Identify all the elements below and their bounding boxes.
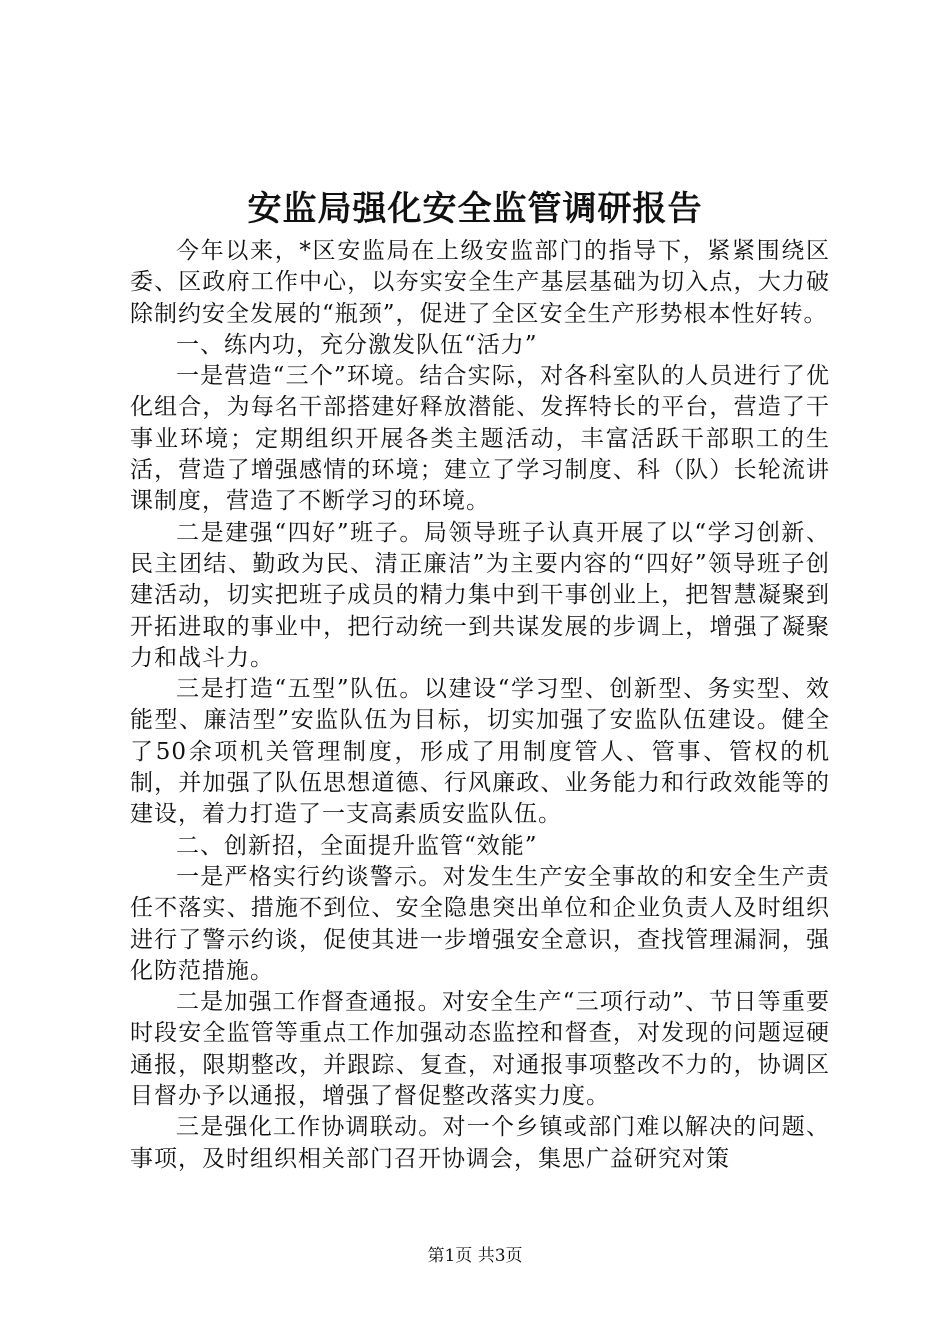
document-body: [130, 236, 830, 1175]
section-heading-2: 二、创新招，全面提升监管“效能”: [176, 832, 538, 859]
section-heading-1: 一、练内功，充分激发队伍“活力”: [176, 331, 538, 358]
paragraph-intro: 今年以来，*区安监局在上级安监部门的指导下，紧紧围绕区委、区政府工作中心，以夯实安全生产基层基础为切入点，大力破除制约安全发展的“瓶颈”，促进了全区安全生产形势根本性好转。: [130, 238, 830, 327]
document-title: 安监局强化安全监管调研报告: [247, 189, 703, 229]
page-footer: 第1页 共3页: [427, 1246, 523, 1266]
paragraph: 二是加强工作督查通报。对安全生产“三项行动”、节日等重要时段安全监管等重点工作加强动态监控和督查，对发现的问题逗硬通报，限期整改，并跟踪、复查，对通报事项整改不力的，协调区目督办予以通报，增强了督促整改落实力度。: [130, 989, 830, 1110]
paragraph: 一是营造“三个”环境。结合实际，对各科室队的人员进行了优化组合，为每名干部搭建好释放潜能、发挥特长的平台，营造了干事业环境；定期组织开展各类主题活动，丰富活跃干部职工的生活，营造了增强感情的环境；建立了学习制度、科（队）长轮流讲课制度，营造了不断学习的环境。: [130, 363, 830, 515]
paragraph: 三是强化工作协调联动。对一个乡镇或部门难以解决的问题、事项，及时组织相关部门召开协调会，集思广益研究对策: [130, 1114, 830, 1172]
paragraph: 二是建强“四好”班子。局领导班子认真开展了以“学习创新、民主团结、勤政为民、清正廉洁”为主要内容的“四好”领导班子创建活动，切实把班子成员的精力集中到干事创业上，把智慧凝聚到开拓进取的事业中，把行动统一到共谋发展的步调上，增强了凝聚力和战斗力。: [130, 519, 830, 671]
paragraph: 一是严格实行约谈警示。对发生生产安全事故的和安全生产责任不落实、措施不到位、安全隐患突出单位和企业负责人及时组织进行了警示约谈，促使其进一步增强安全意识，查找管理漏洞，强化防范措施。: [130, 863, 830, 984]
paragraph: 三是打造“五型”队伍。以建设“学习型、创新型、务实型、效能型、廉洁型”安监队伍为目标，切实加强了安监队伍建设。健全了50余项机关管理制度，形成了用制度管人、管事、管权的机制，并加强了队伍思想道德、行风廉政、业务能力和行政效能等的建设，着力打造了一支高素质安监队伍。: [130, 676, 830, 828]
